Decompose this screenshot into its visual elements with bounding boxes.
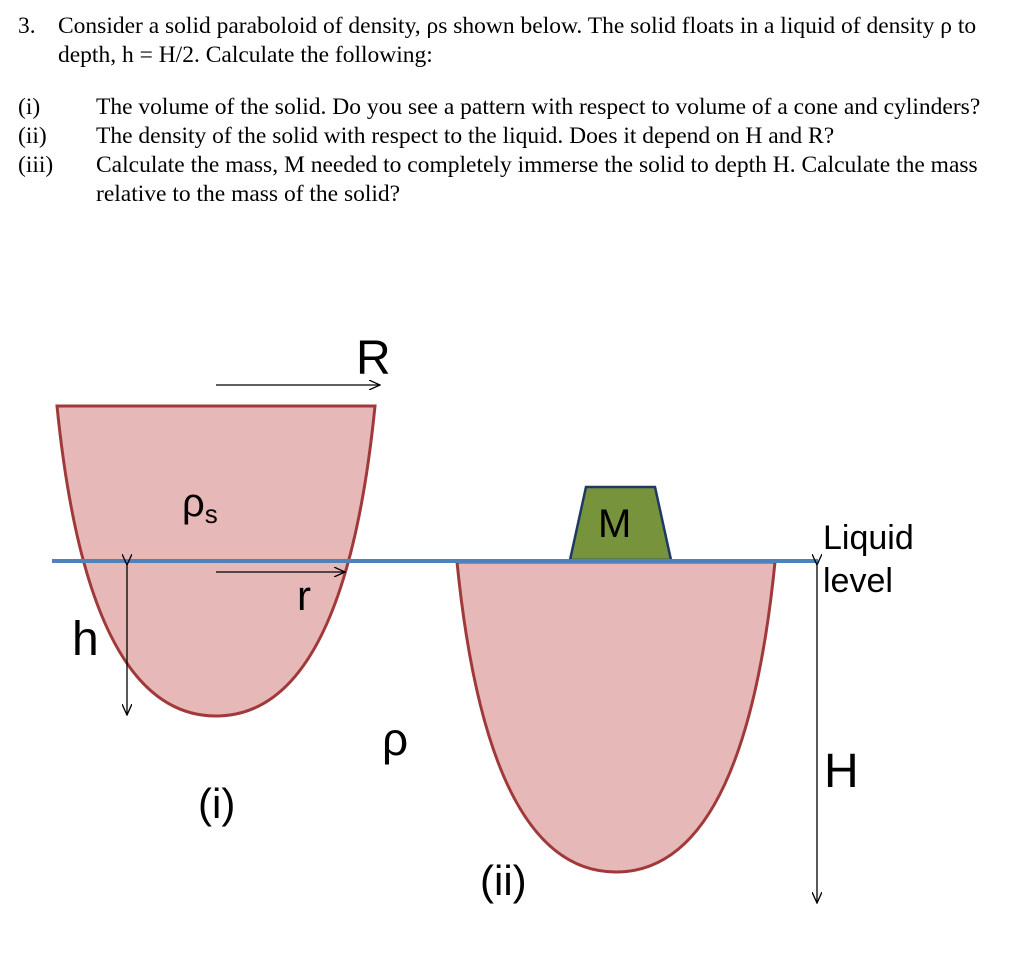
- problem-number: 3.: [18, 13, 36, 39]
- label-rho-s-subscript: s: [204, 499, 218, 529]
- sub-question-label: (iii): [18, 152, 54, 178]
- label-rho: ρ: [382, 713, 409, 765]
- sub-question-text: The density of the solid with respect to the liquid. Does it depend on H and R?: [96, 123, 835, 149]
- label-figure-i: (i): [198, 780, 236, 827]
- sub-question-label: (i): [18, 94, 41, 120]
- sub-question-label: (ii): [18, 123, 47, 149]
- label-r: r: [297, 572, 311, 619]
- label-h: h: [72, 613, 99, 666]
- label-level: level: [823, 562, 893, 600]
- label-H: H: [824, 745, 859, 798]
- label-liquid: Liquid: [823, 519, 914, 557]
- problem-intro-text: Consider a solid paraboloid of density, ρs shown below. The solid floats in a liquid of density ρ to depth, h = H/2. Calculate the following:: [58, 13, 977, 68]
- paraboloid-ii: [457, 562, 775, 872]
- sub-question-text: The volume of the solid. Do you see a pattern with respect to volume of a cone and cylinders?: [96, 94, 981, 120]
- sub-question-text: Calculate the mass, M needed to completely immerse the solid to depth H. Calculate the mass relative to the mass of the solid?: [96, 152, 978, 207]
- label-figure-ii: (ii): [480, 857, 527, 904]
- label-M: M: [598, 502, 632, 546]
- label-R: R: [356, 332, 391, 385]
- label-rho-s-symbol: ρ: [182, 481, 205, 525]
